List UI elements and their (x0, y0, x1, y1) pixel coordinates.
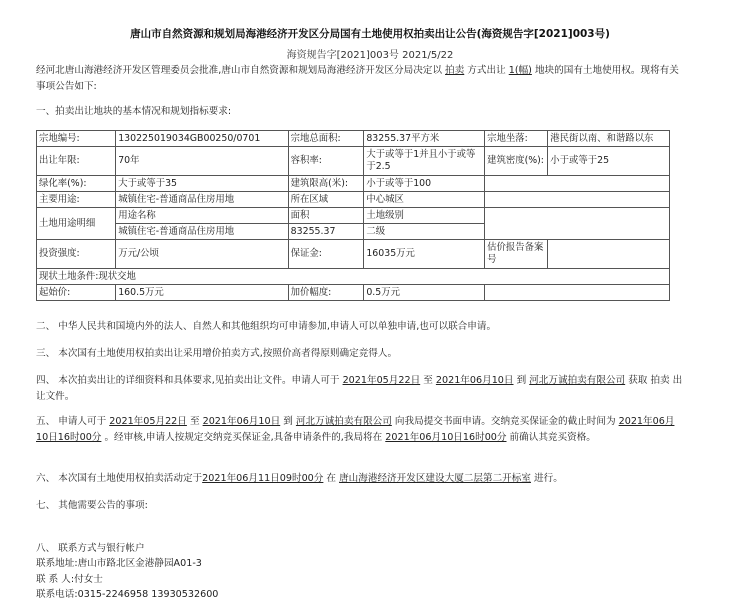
section-5: 五、 申请人可于 2021年05月22日 至 2021年06月10日 到 河北万诚拍卖有限公司 向我局提交书面申请。交纳竞买保证金的截止时间为 2021年06月10日16时00分 。经审核,申请人按规定交纳竞买保证金,具备申请条件的,我局将在 2021年06月10日16时00分 前确认其竞买资格。 (36, 416, 675, 443)
land-info-table (36, 130, 670, 301)
table-row: 起始价: 160.5万元 加价幅度: 0.5万元 (37, 285, 670, 301)
org-link[interactable]: 河北万诚拍卖有限公司 (295, 416, 392, 427)
org-link[interactable]: 河北万诚拍卖有限公司 (529, 375, 626, 386)
section-3: 三、 本次国有土地使用权拍卖出让采用增价拍卖方式,按照价高者得原则确定竞得人。 (36, 348, 398, 359)
method-text: 拍卖 (445, 65, 465, 76)
table-row: 现状土地条件:现状交地 (37, 269, 670, 285)
section-6: 六、 本次国有土地使用权拍卖活动定于2021年06月11日09时00分 在 唐山海港经济开发区建设大厦二层第二开标室 进行。 (36, 473, 563, 484)
intro-paragraph: 经河北唐山海港经济开发区管理委员会批准,唐山市自然资源和规划局海港经济开发区分局决定以 拍卖 方式出让 1(幅) 地块的国有土地使用权。现将有关事项公告如下: (36, 65, 679, 92)
table-row: 土地用途明细 用途名称 面积 土地级别 (37, 208, 670, 224)
page-subtitle: 海资规告字[2021]003号 2021/5/22 (286, 50, 454, 61)
table-row: 投资强度: 万元/公顷 保证金: 16035万元 估价报告备案号 (37, 240, 670, 269)
contact-person: 联 系 人:付女士 (36, 574, 103, 585)
section-8-heading: 八、 联系方式与银行帐户 (36, 543, 145, 554)
count-text: 1(幅) (508, 65, 532, 76)
section-2: 二、 中华人民共和国境内外的法人、自然人和其他组织均可申请参加,申请人可以单独申请,也可以联合申请。 (36, 321, 497, 332)
section-7: 七、 其他需要公告的事项: (36, 500, 148, 511)
table-row: 城镇住宅-普通商品住房用地 83255.37 二级 (37, 224, 670, 240)
section-4: 四、 本次拍卖出让的详细资料和具体要求,见拍卖出让文件。申请人可于 2021年05月22日 至 2021年06月10日 到 河北万诚拍卖有限公司 获取 拍卖 出让文件。 (36, 375, 683, 402)
contact-address: 联系地址:唐山市路北区金港静园A01-3 (36, 558, 202, 569)
section-1-heading: 一、拍卖出让地块的基本情况和规划指标要求: (36, 106, 232, 117)
page-title: 唐山市自然资源和规划局海港经济开发区分局国有土地使用权拍卖出让公告(海资规告字[2021]003号) (130, 28, 610, 40)
venue-link[interactable]: 唐山海港经济开发区建设大厦二层第二开标室 (339, 473, 531, 484)
table-row: 绿化率(%): 大于或等于35 建筑限高(米): 小于或等于100 (37, 176, 670, 192)
contact-phone: 联系电话:0315-2246958 13930532600 (36, 589, 219, 600)
table-row: 出让年限: 70年 容积率: 大于或等于1并且小于或等于2.5 建筑密度(%): 小于或等于25 (37, 147, 670, 176)
table-row: 宗地编号: 130225019034GB00250/0701 宗地总面积: 83255.37平方米 宗地坐落: 港民街以南、和谐路以东 (37, 131, 670, 147)
table-row: 主要用途: 城镇住宅-普通商品住房用地 所在区域 中心城区 (37, 192, 670, 208)
